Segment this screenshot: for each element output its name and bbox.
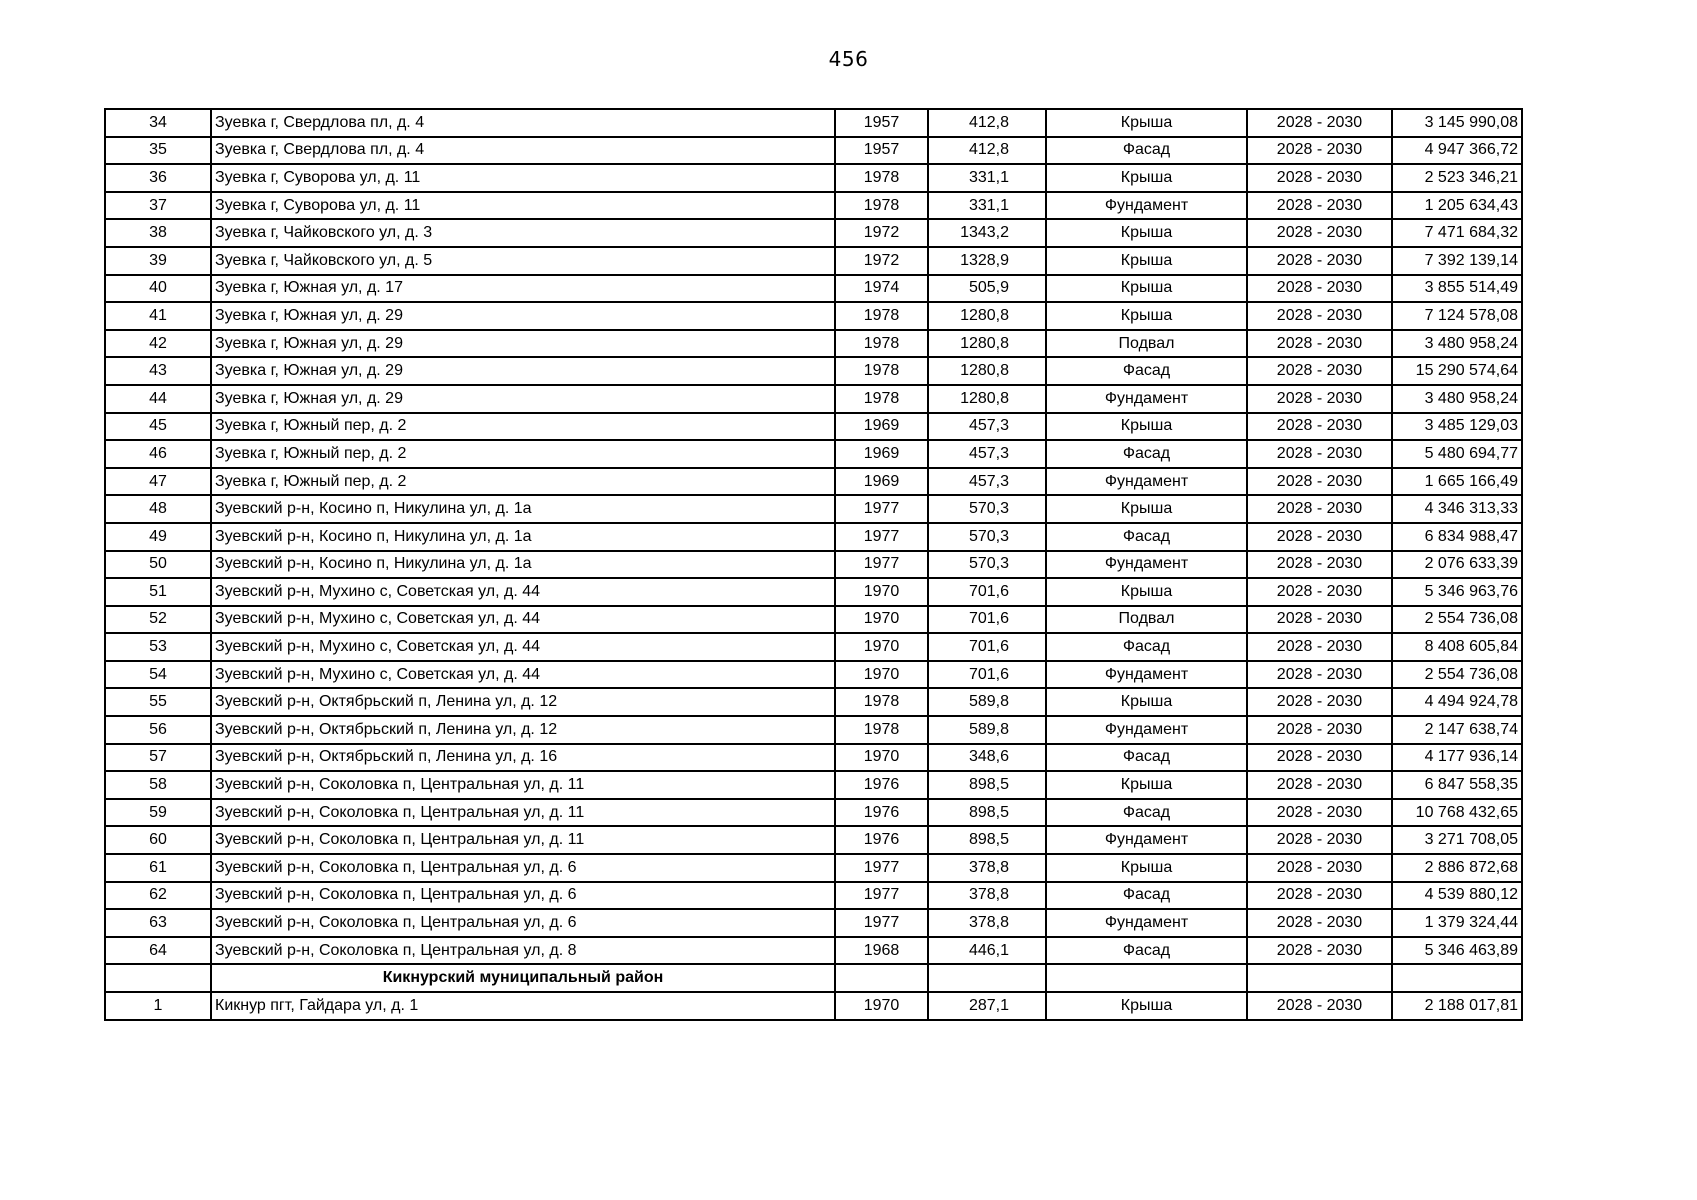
cost-cell: 5 346 963,76: [1392, 578, 1522, 606]
row-number-cell: 63: [105, 909, 211, 937]
period-cell: 2028 - 2030: [1247, 882, 1392, 910]
cost-cell: 8 408 605,84: [1392, 633, 1522, 661]
year-built-cell: 1970: [835, 992, 928, 1020]
work-type-cell: Фасад: [1046, 523, 1247, 551]
work-type-cell: Крыша: [1046, 578, 1247, 606]
year-built-cell: 1957: [835, 109, 928, 137]
work-type-cell: Крыша: [1046, 413, 1247, 441]
address-cell: Зуевка г, Южная ул, д. 17: [211, 275, 835, 303]
row-number-cell: 57: [105, 744, 211, 772]
period-cell: 2028 - 2030: [1247, 137, 1392, 165]
address-cell: Зуевка г, Южный пер, д. 2: [211, 413, 835, 441]
cost-cell: 2 554 736,08: [1392, 606, 1522, 634]
table-row: [105, 633, 1522, 661]
period-cell: 2028 - 2030: [1247, 799, 1392, 827]
address-cell: Зуевский р-н, Мухино с, Советская ул, д. 44: [211, 633, 835, 661]
work-type-cell: Крыша: [1046, 247, 1247, 275]
row-number-cell: 62: [105, 882, 211, 910]
area-cell: 378,8: [928, 854, 1046, 882]
cost-cell: 2 147 638,74: [1392, 716, 1522, 744]
repair-schedule-table: [104, 108, 1523, 1021]
period-cell: 2028 - 2030: [1247, 413, 1392, 441]
table-row: [105, 771, 1522, 799]
period-cell: 2028 - 2030: [1247, 606, 1392, 634]
cost-cell: 2 886 872,68: [1392, 854, 1522, 882]
table-row: [105, 937, 1522, 965]
table-row: [105, 275, 1522, 303]
table-row: [105, 495, 1522, 523]
cost-cell: 6 834 988,47: [1392, 523, 1522, 551]
row-number-cell: 50: [105, 551, 211, 579]
address-cell: Зуевский р-н, Мухино с, Советская ул, д. 44: [211, 578, 835, 606]
address-cell: Зуевка г, Свердлова пл, д. 4: [211, 137, 835, 165]
address-cell: Зуевка г, Южная ул, д. 29: [211, 385, 835, 413]
area-cell: 412,8: [928, 137, 1046, 165]
period-cell: 2028 - 2030: [1247, 661, 1392, 689]
cost-cell: 3 855 514,49: [1392, 275, 1522, 303]
work-type-cell: Фасад: [1046, 440, 1247, 468]
row-number-cell: 54: [105, 661, 211, 689]
period-cell: [1247, 964, 1392, 992]
year-built-cell: 1970: [835, 606, 928, 634]
year-built-cell: 1977: [835, 523, 928, 551]
cost-cell: 15 290 574,64: [1392, 357, 1522, 385]
cost-cell: 2 523 346,21: [1392, 164, 1522, 192]
table-row: [105, 247, 1522, 275]
period-cell: 2028 - 2030: [1247, 551, 1392, 579]
row-number-cell: 41: [105, 302, 211, 330]
year-built-cell: 1978: [835, 330, 928, 358]
work-type-cell: Крыша: [1046, 302, 1247, 330]
row-number-cell: 34: [105, 109, 211, 137]
period-cell: 2028 - 2030: [1247, 468, 1392, 496]
work-type-cell: Крыша: [1046, 109, 1247, 137]
area-cell: 457,3: [928, 440, 1046, 468]
row-number-cell: 37: [105, 192, 211, 220]
table-row: [105, 578, 1522, 606]
period-cell: 2028 - 2030: [1247, 992, 1392, 1020]
address-cell: Зуевка г, Свердлова пл, д. 4: [211, 109, 835, 137]
area-cell: 589,8: [928, 688, 1046, 716]
area-cell: 1280,8: [928, 330, 1046, 358]
area-cell: 378,8: [928, 882, 1046, 910]
work-type-cell: Фундамент: [1046, 385, 1247, 413]
address-cell: Зуевский р-н, Соколовка п, Центральная ул, д. 11: [211, 771, 835, 799]
year-built-cell: 1976: [835, 771, 928, 799]
address-cell: Зуевка г, Южная ул, д. 29: [211, 302, 835, 330]
area-cell: 898,5: [928, 826, 1046, 854]
year-built-cell: 1970: [835, 633, 928, 661]
period-cell: 2028 - 2030: [1247, 578, 1392, 606]
period-cell: 2028 - 2030: [1247, 357, 1392, 385]
area-cell: 1280,8: [928, 385, 1046, 413]
address-cell: Зуевка г, Южная ул, д. 29: [211, 330, 835, 358]
address-cell: Кикнур пгт, Гайдара ул, д. 1: [211, 992, 835, 1020]
table-row: [105, 330, 1522, 358]
area-cell: 378,8: [928, 909, 1046, 937]
work-type-cell: Крыша: [1046, 219, 1247, 247]
area-cell: 1328,9: [928, 247, 1046, 275]
work-type-cell: Фасад: [1046, 744, 1247, 772]
cost-cell: 3 145 990,08: [1392, 109, 1522, 137]
year-built-cell: 1978: [835, 357, 928, 385]
period-cell: 2028 - 2030: [1247, 744, 1392, 772]
period-cell: 2028 - 2030: [1247, 771, 1392, 799]
area-cell: 898,5: [928, 799, 1046, 827]
row-number-cell: 43: [105, 357, 211, 385]
work-type-cell: Фундамент: [1046, 192, 1247, 220]
year-built-cell: 1957: [835, 137, 928, 165]
table-row: [105, 551, 1522, 579]
address-cell: Зуевский р-н, Косино п, Никулина ул, д. 1а: [211, 523, 835, 551]
section-header-row: [105, 964, 1522, 992]
year-built-cell: 1977: [835, 854, 928, 882]
cost-cell: 4 947 366,72: [1392, 137, 1522, 165]
address-cell: Кикнурский муниципальный район: [211, 964, 835, 992]
work-type-cell: Крыша: [1046, 854, 1247, 882]
address-cell: Зуевка г, Чайковского ул, д. 5: [211, 247, 835, 275]
cost-cell: 4 346 313,33: [1392, 495, 1522, 523]
work-type-cell: Фасад: [1046, 882, 1247, 910]
year-built-cell: 1977: [835, 882, 928, 910]
table-row: [105, 799, 1522, 827]
area-cell: 570,3: [928, 551, 1046, 579]
table-row: [105, 468, 1522, 496]
area-cell: 570,3: [928, 495, 1046, 523]
work-type-cell: Крыша: [1046, 164, 1247, 192]
period-cell: 2028 - 2030: [1247, 440, 1392, 468]
area-cell: 1343,2: [928, 219, 1046, 247]
address-cell: Зуевка г, Чайковского ул, д. 3: [211, 219, 835, 247]
row-number-cell: 48: [105, 495, 211, 523]
year-built-cell: 1977: [835, 909, 928, 937]
address-cell: Зуевский р-н, Октябрьский п, Ленина ул, д. 16: [211, 744, 835, 772]
period-cell: 2028 - 2030: [1247, 164, 1392, 192]
period-cell: 2028 - 2030: [1247, 385, 1392, 413]
cost-cell: 3 485 129,03: [1392, 413, 1522, 441]
area-cell: 412,8: [928, 109, 1046, 137]
work-type-cell: Крыша: [1046, 771, 1247, 799]
row-number-cell: 59: [105, 799, 211, 827]
work-type-cell: Подвал: [1046, 330, 1247, 358]
cost-cell: 4 177 936,14: [1392, 744, 1522, 772]
table-row: [105, 688, 1522, 716]
address-cell: Зуевский р-н, Октябрьский п, Ленина ул, д. 12: [211, 716, 835, 744]
year-built-cell: 1978: [835, 164, 928, 192]
cost-cell: 10 768 432,65: [1392, 799, 1522, 827]
area-cell: 701,6: [928, 661, 1046, 689]
address-cell: Зуевский р-н, Соколовка п, Центральная ул, д. 6: [211, 882, 835, 910]
row-number-cell: 38: [105, 219, 211, 247]
work-type-cell: Фасад: [1046, 937, 1247, 965]
work-type-cell: Подвал: [1046, 606, 1247, 634]
cost-cell: 4 539 880,12: [1392, 882, 1522, 910]
address-cell: Зуевский р-н, Мухино с, Советская ул, д. 44: [211, 606, 835, 634]
row-number-cell: 53: [105, 633, 211, 661]
work-type-cell: Фасад: [1046, 799, 1247, 827]
table-row: [105, 744, 1522, 772]
year-built-cell: 1978: [835, 385, 928, 413]
table-row: [105, 992, 1522, 1020]
area-cell: 701,6: [928, 578, 1046, 606]
row-number-cell: 51: [105, 578, 211, 606]
row-number-cell: 46: [105, 440, 211, 468]
period-cell: 2028 - 2030: [1247, 826, 1392, 854]
table-row: [105, 523, 1522, 551]
row-number-cell: 42: [105, 330, 211, 358]
work-type-cell: Фасад: [1046, 633, 1247, 661]
address-cell: Зуевский р-н, Мухино с, Советская ул, д. 44: [211, 661, 835, 689]
row-number-cell: 1: [105, 992, 211, 1020]
area-cell: 331,1: [928, 164, 1046, 192]
cost-cell: 7 124 578,08: [1392, 302, 1522, 330]
cost-cell: 2 188 017,81: [1392, 992, 1522, 1020]
table-row: [105, 661, 1522, 689]
year-built-cell: 1977: [835, 551, 928, 579]
year-built-cell: 1972: [835, 247, 928, 275]
work-type-cell: [1046, 964, 1247, 992]
year-built-cell: 1974: [835, 275, 928, 303]
period-cell: 2028 - 2030: [1247, 330, 1392, 358]
area-cell: [928, 964, 1046, 992]
area-cell: 446,1: [928, 937, 1046, 965]
year-built-cell: 1976: [835, 799, 928, 827]
cost-cell: 3 480 958,24: [1392, 330, 1522, 358]
table-row: [105, 302, 1522, 330]
cost-cell: 2 554 736,08: [1392, 661, 1522, 689]
area-cell: 701,6: [928, 606, 1046, 634]
year-built-cell: 1972: [835, 219, 928, 247]
address-cell: Зуевский р-н, Косино п, Никулина ул, д. 1а: [211, 551, 835, 579]
table-row: [105, 109, 1522, 137]
cost-cell: 1 205 634,43: [1392, 192, 1522, 220]
period-cell: 2028 - 2030: [1247, 854, 1392, 882]
row-number-cell: 58: [105, 771, 211, 799]
cost-cell: 3 480 958,24: [1392, 385, 1522, 413]
table-row: [105, 606, 1522, 634]
period-cell: 2028 - 2030: [1247, 716, 1392, 744]
work-type-cell: Фундамент: [1046, 909, 1247, 937]
table-row: [105, 357, 1522, 385]
work-type-cell: Крыша: [1046, 688, 1247, 716]
year-built-cell: [835, 964, 928, 992]
area-cell: 701,6: [928, 633, 1046, 661]
area-cell: 287,1: [928, 992, 1046, 1020]
row-number-cell: 40: [105, 275, 211, 303]
area-cell: 589,8: [928, 716, 1046, 744]
year-built-cell: 1970: [835, 578, 928, 606]
year-built-cell: 1978: [835, 302, 928, 330]
cost-cell: [1392, 964, 1522, 992]
work-type-cell: Крыша: [1046, 495, 1247, 523]
row-number-cell: 60: [105, 826, 211, 854]
table-row: [105, 219, 1522, 247]
address-cell: Зуевка г, Южный пер, д. 2: [211, 440, 835, 468]
area-cell: 457,3: [928, 468, 1046, 496]
period-cell: 2028 - 2030: [1247, 909, 1392, 937]
period-cell: 2028 - 2030: [1247, 109, 1392, 137]
row-number-cell: 61: [105, 854, 211, 882]
period-cell: 2028 - 2030: [1247, 192, 1392, 220]
period-cell: 2028 - 2030: [1247, 937, 1392, 965]
cost-cell: 5 346 463,89: [1392, 937, 1522, 965]
table-row: [105, 909, 1522, 937]
work-type-cell: Фундамент: [1046, 551, 1247, 579]
table-row: [105, 385, 1522, 413]
address-cell: Зуевка г, Суворова ул, д. 11: [211, 192, 835, 220]
area-cell: 1280,8: [928, 357, 1046, 385]
year-built-cell: 1978: [835, 688, 928, 716]
area-cell: 505,9: [928, 275, 1046, 303]
table-row: [105, 854, 1522, 882]
table-row: [105, 882, 1522, 910]
period-cell: 2028 - 2030: [1247, 302, 1392, 330]
row-number-cell: 64: [105, 937, 211, 965]
year-built-cell: 1978: [835, 716, 928, 744]
address-cell: Зуевский р-н, Косино п, Никулина ул, д. 1а: [211, 495, 835, 523]
row-number-cell: 47: [105, 468, 211, 496]
year-built-cell: 1978: [835, 192, 928, 220]
row-number-cell: [105, 964, 211, 992]
address-cell: Зуевский р-н, Соколовка п, Центральная ул, д. 8: [211, 937, 835, 965]
year-built-cell: 1977: [835, 495, 928, 523]
year-built-cell: 1970: [835, 744, 928, 772]
period-cell: 2028 - 2030: [1247, 247, 1392, 275]
row-number-cell: 55: [105, 688, 211, 716]
work-type-cell: Крыша: [1046, 275, 1247, 303]
area-cell: 570,3: [928, 523, 1046, 551]
table-row: [105, 413, 1522, 441]
row-number-cell: 56: [105, 716, 211, 744]
year-built-cell: 1969: [835, 440, 928, 468]
row-number-cell: 45: [105, 413, 211, 441]
address-cell: Зуевский р-н, Соколовка п, Центральная ул, д. 11: [211, 826, 835, 854]
table-body: [105, 109, 1522, 1020]
address-cell: Зуевка г, Суворова ул, д. 11: [211, 164, 835, 192]
year-built-cell: 1970: [835, 661, 928, 689]
area-cell: 898,5: [928, 771, 1046, 799]
period-cell: 2028 - 2030: [1247, 523, 1392, 551]
period-cell: 2028 - 2030: [1247, 495, 1392, 523]
page-number: 456: [828, 47, 869, 71]
row-number-cell: 44: [105, 385, 211, 413]
period-cell: 2028 - 2030: [1247, 275, 1392, 303]
work-type-cell: Фундамент: [1046, 826, 1247, 854]
cost-cell: 1 379 324,44: [1392, 909, 1522, 937]
cost-cell: 4 494 924,78: [1392, 688, 1522, 716]
area-cell: 1280,8: [928, 302, 1046, 330]
table-row: [105, 164, 1522, 192]
address-cell: Зуевка г, Южная ул, д. 29: [211, 357, 835, 385]
row-number-cell: 36: [105, 164, 211, 192]
work-type-cell: Фундамент: [1046, 468, 1247, 496]
table-row: [105, 137, 1522, 165]
cost-cell: 1 665 166,49: [1392, 468, 1522, 496]
table-row: [105, 826, 1522, 854]
year-built-cell: 1976: [835, 826, 928, 854]
work-type-cell: Фасад: [1046, 137, 1247, 165]
row-number-cell: 52: [105, 606, 211, 634]
year-built-cell: 1969: [835, 468, 928, 496]
table-row: [105, 440, 1522, 468]
work-type-cell: Фундамент: [1046, 716, 1247, 744]
address-cell: Зуевский р-н, Соколовка п, Центральная ул, д. 11: [211, 799, 835, 827]
row-number-cell: 35: [105, 137, 211, 165]
address-cell: Зуевка г, Южный пер, д. 2: [211, 468, 835, 496]
cost-cell: 3 271 708,05: [1392, 826, 1522, 854]
work-type-cell: Фундамент: [1046, 661, 1247, 689]
area-cell: 348,6: [928, 744, 1046, 772]
address-cell: Зуевский р-н, Октябрьский п, Ленина ул, д. 12: [211, 688, 835, 716]
area-cell: 331,1: [928, 192, 1046, 220]
cost-cell: 5 480 694,77: [1392, 440, 1522, 468]
period-cell: 2028 - 2030: [1247, 633, 1392, 661]
cost-cell: 7 471 684,32: [1392, 219, 1522, 247]
cost-cell: 6 847 558,35: [1392, 771, 1522, 799]
period-cell: 2028 - 2030: [1247, 219, 1392, 247]
cost-cell: 2 076 633,39: [1392, 551, 1522, 579]
area-cell: 457,3: [928, 413, 1046, 441]
row-number-cell: 49: [105, 523, 211, 551]
address-cell: Зуевский р-н, Соколовка п, Центральная ул, д. 6: [211, 909, 835, 937]
table-row: [105, 192, 1522, 220]
year-built-cell: 1968: [835, 937, 928, 965]
period-cell: 2028 - 2030: [1247, 688, 1392, 716]
year-built-cell: 1969: [835, 413, 928, 441]
cost-cell: 7 392 139,14: [1392, 247, 1522, 275]
work-type-cell: Крыша: [1046, 992, 1247, 1020]
work-type-cell: Фасад: [1046, 357, 1247, 385]
row-number-cell: 39: [105, 247, 211, 275]
table-row: [105, 716, 1522, 744]
address-cell: Зуевский р-н, Соколовка п, Центральная ул, д. 6: [211, 854, 835, 882]
